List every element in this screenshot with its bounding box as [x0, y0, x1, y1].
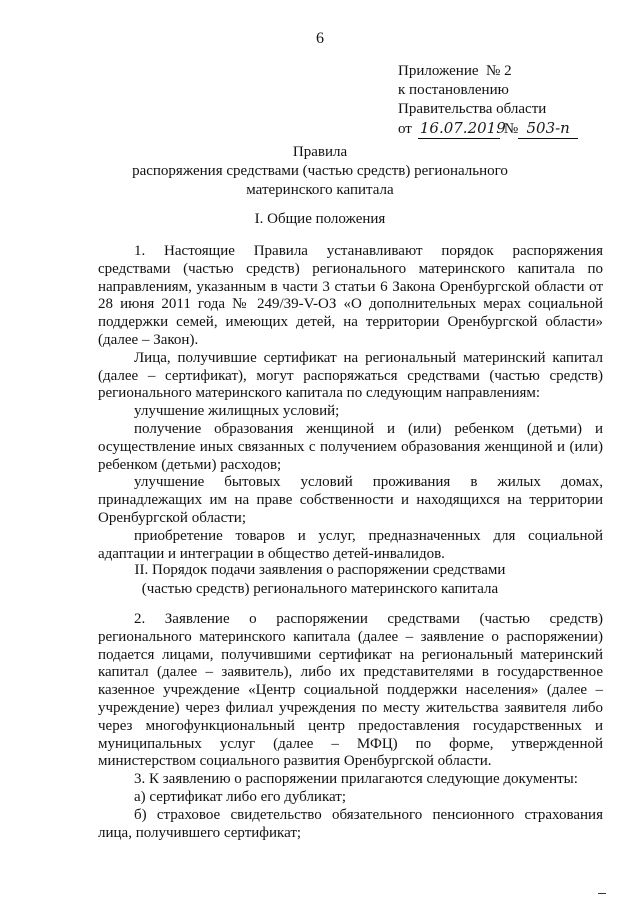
section-2-heading-line-1: II. Порядок подачи заявления о распоряжении средствами [134, 562, 506, 578]
appendix-date: 16.07.2019 [419, 119, 506, 137]
appendix-number-label: № [503, 121, 519, 137]
section-1-body [98, 243, 603, 563]
appendix-line-2: к постановлению [398, 82, 509, 98]
appendix-line-3: Правительства области [398, 101, 547, 117]
section-1-heading: I. Общие положения [254, 211, 386, 227]
page-number: 6 [316, 30, 324, 47]
title-line-2: распоряжения средствами (частью средств) регионального [132, 163, 508, 179]
paragraph: улучшение жилищных условий; [134, 403, 340, 420]
paragraph: приобретение товаров и услуг, предназначенных для социальной адаптации и интеграции в общество детей-инвалидов. [98, 527, 603, 562]
title-line-1: Правила [292, 144, 348, 160]
page-edge-mark [598, 893, 606, 894]
appendix-line-1: Приложение № 2 [398, 63, 512, 79]
paragraph: б) страховое свидетельство обязательного пенсионного страхования лица, получившего сертификат; [98, 806, 603, 841]
paragraph: 3. К заявлению о распоряжении прилагаются следующие документы: [134, 771, 578, 788]
appendix-block [398, 62, 578, 139]
paragraph: 1. Настоящие Правила устанавливают порядок распоряжения средствами (частью средств) регионального материнского капитала по направлениям, указанным в части 3 статьи 6 Закона Оренбургской области от 28 июня 2011 года № 249/39-V-ОЗ «О дополнительных мерах социальной поддержки семей, имеющих детей, на территории Оренбургской области» (далее – Закон). [98, 243, 603, 348]
section-2-heading [0, 561, 640, 599]
paragraph: 2. Заявление о распоряжении средствами (частью средств) регионального материнского капитала (далее – заявление о распоряжении) подается лицами, получившими сертификат на региональный материнский капитал (далее – заявитель), либо их представителями в государственное казенное учреждение «Центр социальной поддержки населения» (далее –учреждение) через филиал учреждения по месту жительства заявителя либо через многофункциональный центр предоставления государственных и муниципальных услуг (далее – МФЦ) по форме, утвержденной министерством социального развития Оренбургской области. [98, 611, 603, 770]
document-title [0, 143, 640, 200]
section-2-body [98, 611, 603, 842]
appendix-date-row [398, 119, 578, 139]
appendix-ot-label: от [398, 121, 412, 137]
appendix-number: 503-п [518, 119, 578, 139]
paragraph: а) сертификат либо его дубликат; [134, 788, 347, 805]
paragraph: Лица, получившие сертификат на региональный материнский капитал (далее – сертификат), могут распоряжаться средствами (частью средств) регионального материнского капитала по следующим направлениям: [98, 349, 603, 402]
paragraph: получение образования женщиной и (или) ребенком (детьми) и осуществление иных связанных с получением образования женщиной и (или) ребенком (детьми) расходов; [98, 420, 603, 473]
section-2-heading-line-2: (частью средств) регионального материнского капитала [141, 581, 499, 597]
title-line-3: материнского капитала [246, 182, 394, 198]
paragraph: улучшение бытовых условий проживания в жилых домах, принадлежащих им на праве собственности и находящихся на территории Оренбургской области; [98, 474, 603, 526]
